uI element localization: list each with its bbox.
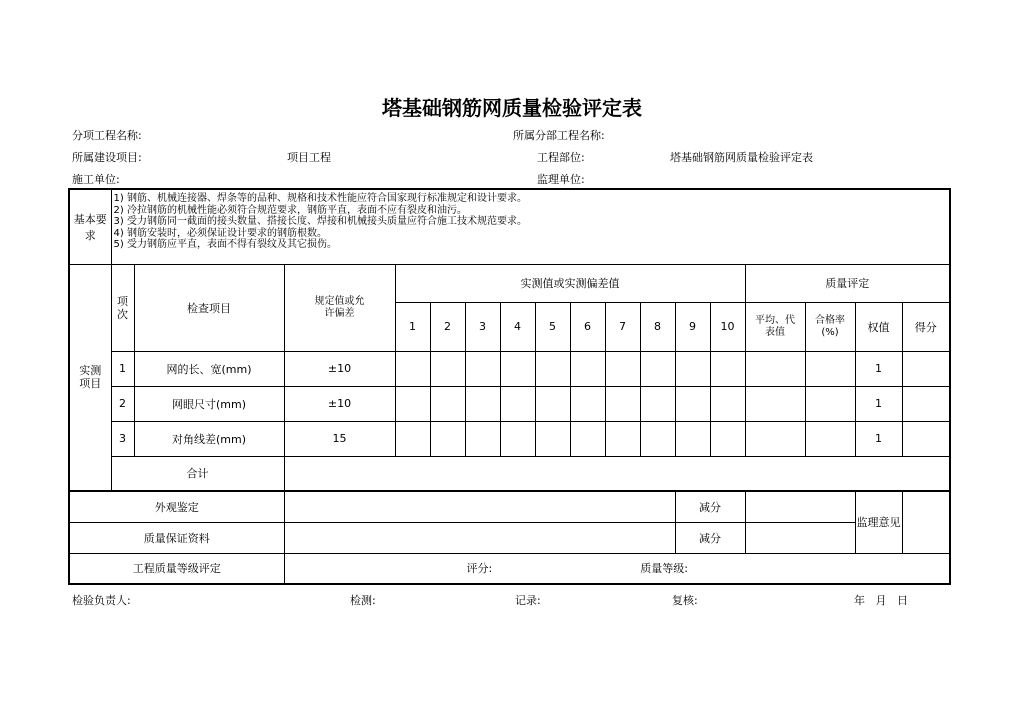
- grade-eval-value[interactable]: [284, 553, 950, 584]
- table-row: [69, 351, 950, 386]
- row-spec: ±10: [284, 386, 395, 421]
- avg-cell[interactable]: [745, 421, 805, 456]
- measure-col-header: 3: [465, 302, 500, 351]
- table-row: [69, 421, 950, 456]
- parent-project-label: 所属分部工程名称:: [513, 129, 605, 142]
- score-cell[interactable]: [902, 351, 950, 386]
- quality-docs-value[interactable]: [284, 522, 675, 553]
- measure-cell[interactable]: [500, 421, 535, 456]
- supervisor-unit-label: 监理单位:: [537, 173, 585, 186]
- quality-grade-label: 质量等级:: [640, 562, 688, 576]
- row-no: 3: [111, 421, 134, 456]
- page-title: 塔基础钢筋网质量检验评定表: [382, 96, 642, 120]
- measure-cell[interactable]: [710, 421, 745, 456]
- measure-cell[interactable]: [640, 351, 675, 386]
- col-avg: 平均、代表值: [745, 302, 805, 351]
- score-cell[interactable]: [902, 386, 950, 421]
- supervisor-opinion-value[interactable]: [902, 491, 950, 553]
- total-label: 合计: [111, 456, 284, 491]
- measure-cell[interactable]: [395, 351, 430, 386]
- col-pass-rate-text: 合格率: [815, 314, 845, 326]
- measure-cell[interactable]: [570, 386, 605, 421]
- measure-cell[interactable]: [605, 351, 640, 386]
- appearance-deduct-value[interactable]: [745, 491, 855, 522]
- quality-docs-deduct-label: 减分: [675, 522, 745, 553]
- avg-cell[interactable]: [745, 386, 805, 421]
- col-spec: 规定值或允许偏差: [284, 264, 395, 351]
- row-spec: 15: [284, 421, 395, 456]
- requirement-item: 5) 受力钢筋应平直，表面不得有裂纹及其它损伤。: [113, 239, 337, 250]
- measure-cell[interactable]: [395, 421, 430, 456]
- measure-cell[interactable]: [675, 386, 710, 421]
- measure-cell[interactable]: [395, 386, 430, 421]
- quality-docs-deduct-value[interactable]: [745, 522, 855, 553]
- measure-cell[interactable]: [640, 421, 675, 456]
- requirement-item: 3) 受力钢筋同一截面的接头数量、搭接长度、焊接和机械接头质量应符合施工技术规范要求。: [113, 216, 527, 227]
- builder-label: 施工单位:: [72, 173, 120, 186]
- requirement-item: 1) 钢筋、机械连接器、焊条等的品种、规格和技术性能应符合国家现行标准规定和设计要求。: [113, 193, 527, 204]
- measure-col-header: 4: [500, 302, 535, 351]
- row-no: 1: [111, 351, 134, 386]
- row-check-item: 对角线差(mm): [134, 421, 284, 456]
- date-label: 年 月 日: [854, 594, 908, 607]
- location-value: 塔基础钢筋网质量检验评定表: [670, 151, 813, 164]
- measure-col-header: 2: [430, 302, 465, 351]
- col-item-no: 项次: [111, 264, 134, 351]
- measure-cell[interactable]: [570, 351, 605, 386]
- appearance-label: 外观鉴定: [69, 491, 284, 522]
- measure-cell[interactable]: [430, 351, 465, 386]
- review-label: 复核:: [672, 594, 698, 607]
- measure-cell[interactable]: [710, 386, 745, 421]
- measure-col-header: 9: [675, 302, 710, 351]
- row-check-item: 网眼尺寸(mm): [134, 386, 284, 421]
- measure-col-header: 8: [640, 302, 675, 351]
- measure-cell[interactable]: [710, 351, 745, 386]
- avg-cell[interactable]: [745, 351, 805, 386]
- pass-rate-cell[interactable]: [805, 351, 855, 386]
- basic-requirements-row: [69, 189, 950, 264]
- measure-cell[interactable]: [570, 421, 605, 456]
- sub-project-label: 分项工程名称:: [72, 129, 142, 142]
- record-label: 记录:: [515, 594, 541, 607]
- row-spec: ±10: [284, 351, 395, 386]
- col-measured-group: 实测值或实测偏差值: [395, 264, 745, 302]
- measure-col-header: 7: [605, 302, 640, 351]
- quality-docs-label: 质量保证资料: [69, 522, 284, 553]
- score-cell[interactable]: [902, 421, 950, 456]
- total-value-cell[interactable]: [284, 456, 950, 491]
- measure-cell[interactable]: [640, 386, 675, 421]
- col-weight: 权值: [855, 302, 902, 351]
- measure-cell[interactable]: [500, 386, 535, 421]
- measure-col-header: 1: [395, 302, 430, 351]
- measure-cell[interactable]: [535, 351, 570, 386]
- measure-col-header: 10: [710, 302, 745, 351]
- row-weight: 1: [855, 351, 902, 386]
- appearance-value[interactable]: [284, 491, 675, 522]
- grade-eval-row: [69, 553, 950, 584]
- measure-cell[interactable]: [465, 386, 500, 421]
- row-weight: 1: [855, 421, 902, 456]
- measure-cell[interactable]: [605, 421, 640, 456]
- quality-docs-row: [69, 522, 950, 553]
- col-check-item: 检查项目: [134, 264, 284, 351]
- measure-cell[interactable]: [535, 386, 570, 421]
- row-weight: 1: [855, 386, 902, 421]
- requirement-item: 2) 冷拉钢筋的机械性能必须符合规范要求，钢筋平直，表面不应有裂皮和油污。: [113, 204, 467, 216]
- col-pass-rate-unit: (%): [821, 326, 839, 338]
- measured-section-label: 实测项目: [69, 264, 111, 491]
- measure-cell[interactable]: [465, 351, 500, 386]
- measure-cell[interactable]: [605, 386, 640, 421]
- col-score: 得分: [902, 302, 950, 351]
- appearance-row: [69, 491, 950, 522]
- measure-col-header: 5: [535, 302, 570, 351]
- measure-col-header: 6: [570, 302, 605, 351]
- score-label: 评分:: [466, 562, 493, 576]
- measure-cell[interactable]: [675, 351, 710, 386]
- row-check-item: 网的长、宽(mm): [134, 351, 284, 386]
- col-pass-rate: [805, 302, 855, 351]
- requirement-item: 4) 钢筋安装时，必须保证设计要求的钢筋根数。: [113, 227, 327, 239]
- basic-requirements-text: [111, 189, 950, 264]
- location-label: 工程部位:: [537, 151, 585, 164]
- measure-cell[interactable]: [430, 386, 465, 421]
- col-quality-group: 质量评定: [745, 264, 950, 302]
- construction-project-value: 项目工程: [287, 151, 331, 164]
- check-label: 检测:: [350, 594, 376, 607]
- pass-rate-cell[interactable]: [805, 421, 855, 456]
- measure-cell[interactable]: [500, 351, 535, 386]
- appearance-deduct-label: 减分: [675, 491, 745, 522]
- grade-eval-label: 工程质量等级评定: [69, 553, 284, 584]
- pass-rate-cell[interactable]: [805, 386, 855, 421]
- measure-cell[interactable]: [465, 421, 500, 456]
- table-row: [69, 386, 950, 421]
- measured-header-row-1: [69, 264, 950, 302]
- supervisor-opinion-label: 监理意见: [855, 491, 902, 553]
- measure-cell[interactable]: [675, 421, 710, 456]
- row-no: 2: [111, 386, 134, 421]
- construction-project-label: 所属建设项目:: [72, 151, 142, 164]
- inspector-label: 检验负责人:: [72, 594, 131, 607]
- inspection-table: [68, 188, 951, 585]
- measure-cell[interactable]: [430, 421, 465, 456]
- measure-cell[interactable]: [535, 421, 570, 456]
- total-row: [69, 456, 950, 491]
- basic-requirements-label: 基本要求: [69, 189, 111, 264]
